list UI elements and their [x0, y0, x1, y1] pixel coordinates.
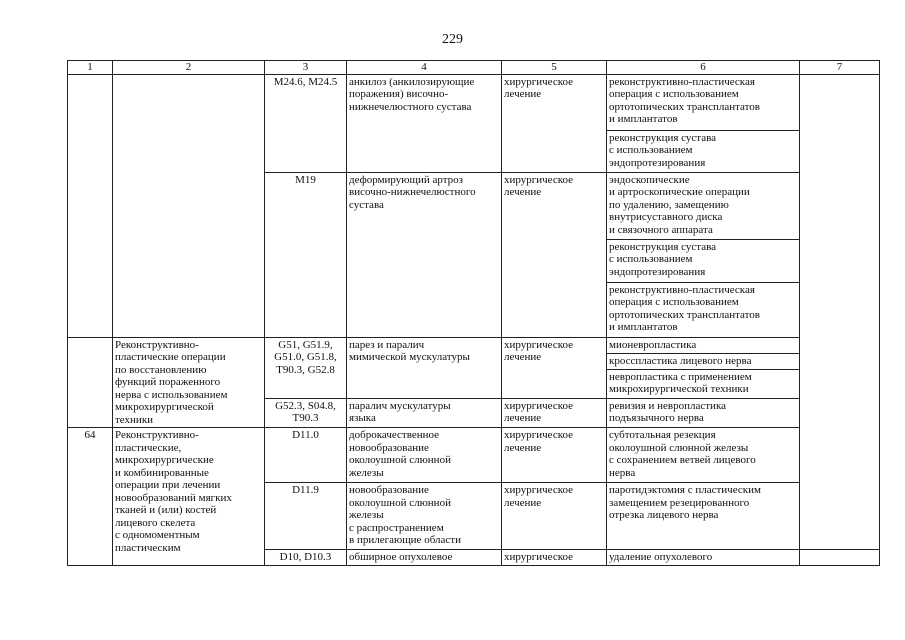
cell-col7	[800, 74, 880, 550]
cell-condition: деформирующий артроз височно-нижнечелюстного сустава	[347, 172, 502, 337]
cell-condition: анкилоз (анкилозирующие поражения) височно- нижнечелюстного сустава	[347, 74, 502, 172]
cell-treatment-type: хирургическое лечение	[502, 483, 607, 550]
cell-num: 64	[68, 428, 113, 566]
cell-num	[68, 74, 113, 337]
cell-procedure: эндоскопические и артроскопические операции по удалению, замещению внутрисуставного диска и связочного аппарата	[607, 172, 800, 239]
table-row	[68, 428, 880, 483]
cell-method: Реконструктивно- пластические, микрохирургические и комбинированные операции при лечении новообразований мягких тканей и (или) костей лицевого скелета с одномоментным пластическим	[113, 428, 265, 566]
col-header-5: 5	[502, 61, 607, 75]
cell-col7	[800, 550, 880, 566]
cell-procedure: невропластика с применением микрохирургической техники	[607, 369, 800, 398]
col-header-1: 1	[68, 61, 113, 75]
col-header-7: 7	[800, 61, 880, 75]
cell-procedure: реконструктивно-пластическая операция с использованием ортотопических трансплантатов и имплантатов	[607, 282, 800, 337]
col-header-6: 6	[607, 61, 800, 75]
cell-condition: парез и паралич мимической мускулатуры	[347, 337, 502, 398]
cell-treatment-type: хирургическое лечение	[502, 337, 607, 398]
cell-icd: D11.0	[265, 428, 347, 483]
cell-icd: D10, D10.3	[265, 550, 347, 566]
cell-procedure: мионевропластика	[607, 337, 800, 353]
cell-treatment-type: хирургическое лечение	[502, 172, 607, 337]
table-row	[68, 74, 880, 130]
cell-condition: обширное опухолевое	[347, 550, 502, 566]
treatment-table	[67, 60, 880, 566]
col-header-3: 3	[265, 61, 347, 75]
cell-icd: D11.9	[265, 483, 347, 550]
cell-procedure: субтотальная резекция околоушной слюнной железы с сохранением ветвей лицевого нерва	[607, 428, 800, 483]
cell-icd: G51, G51.9, G51.0, G51.8, T90.3, G52.8	[265, 337, 347, 398]
cell-procedure: реконструкция сустава с использованием эндопротезирования	[607, 239, 800, 282]
cell-icd: M19	[265, 172, 347, 337]
col-header-4: 4	[347, 61, 502, 75]
cell-procedure: удаление опухолевого	[607, 550, 800, 566]
cell-treatment-type: хирургическое лечение	[502, 398, 607, 427]
cell-condition: паралич мускулатуры языка	[347, 398, 502, 427]
cell-procedure: реконструктивно-пластическая операция с использованием ортотопических трансплантатов и имплантатов	[607, 74, 800, 130]
header-row	[68, 61, 880, 75]
cell-icd: M24.6, M24.5	[265, 74, 347, 172]
page-number: 229	[442, 32, 463, 47]
col-header-2: 2	[113, 61, 265, 75]
cell-procedure: ревизия и невропластика подъязычного нерва	[607, 398, 800, 427]
cell-condition: новообразование околоушной слюнной железы с распространением в прилегающие области	[347, 483, 502, 550]
cell-treatment-type: хирургическое лечение	[502, 428, 607, 483]
cell-treatment-type: хирургическое лечение	[502, 74, 607, 172]
cell-method	[113, 74, 265, 337]
cell-procedure: паротидэктомия с пластическим замещением резецированного отрезка лицевого нерва	[607, 483, 800, 550]
cell-procedure: кросспластика лицевого нерва	[607, 353, 800, 369]
cell-treatment-type: хирургическое	[502, 550, 607, 566]
cell-procedure: реконструкция сустава с использованием эндопротезирования	[607, 130, 800, 172]
cell-icd: G52.3, S04.8, T90.3	[265, 398, 347, 427]
cell-condition: доброкачественное новообразование околоушной слюнной железы	[347, 428, 502, 483]
cell-method: Реконструктивно- пластические операции по восстановлению функций пораженного нерва с использованием микрохирургической техники	[113, 337, 265, 428]
cell-num	[68, 337, 113, 428]
table-row	[68, 337, 880, 353]
